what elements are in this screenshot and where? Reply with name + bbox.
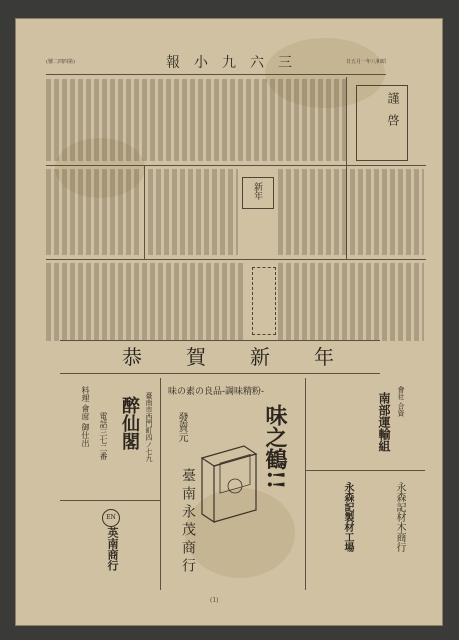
trading-ad [70, 505, 158, 587]
section-divider [46, 165, 426, 166]
lumber-factory: 永森記製材工場 [342, 482, 353, 552]
new-year-label: 新年 [252, 182, 262, 200]
masthead-date: 日五月一年八和昭 [345, 59, 386, 65]
restaurant-ad [70, 382, 158, 498]
new-year-heading: 恭賀新年 [122, 345, 378, 369]
dotted-border [252, 267, 276, 335]
lumber-ad [308, 474, 424, 588]
ad-divider [60, 500, 160, 501]
notice-title: 謹啓 [386, 92, 400, 136]
masthead-title: 報小九六三 [166, 55, 306, 71]
ad-divider [305, 470, 425, 471]
transport-title: 南部運輸組 [377, 392, 391, 452]
trading-mark: EN [102, 509, 120, 527]
lumber-title: 永森記材木商行 [394, 482, 405, 552]
restaurant-category: 料理 會席 御仕出 [81, 386, 90, 448]
page-number: (1) [210, 597, 219, 604]
seasoning-shop: 臺南永茂商行 [180, 468, 196, 576]
restaurant-name: 醉仙閣 [119, 396, 140, 450]
masthead-issue: (號二四四第) [46, 59, 75, 65]
masthead [46, 52, 386, 75]
column-divider [144, 165, 145, 259]
transport-ad [308, 382, 424, 468]
seasoning-distributor: 發賣元 [176, 412, 187, 442]
ad-divider [305, 378, 306, 590]
notice-box [356, 85, 408, 161]
seasoning-slogan: 味の素の良品-調味精粉- [168, 387, 265, 397]
section-divider [46, 259, 426, 260]
article-text-block [46, 79, 346, 161]
ad-divider [160, 378, 161, 590]
article-text-block [278, 263, 424, 341]
heading-strip [60, 340, 380, 374]
article-text-block [278, 169, 424, 255]
seasoning-brand: 味之鶴!! [262, 404, 288, 490]
article-text-block [46, 263, 246, 341]
article-text-block [46, 169, 142, 255]
restaurant-phone: 電話三七二番 [99, 412, 108, 460]
new-year-box [242, 177, 274, 209]
seasoning-tin-illustration [196, 440, 260, 524]
article-text-block [148, 169, 238, 255]
transport-sub: 會社 合資 [397, 386, 405, 417]
restaurant-address: 臺南市西門町四ノ七九 [145, 392, 153, 462]
trading-name: 英南商行 [106, 527, 119, 571]
